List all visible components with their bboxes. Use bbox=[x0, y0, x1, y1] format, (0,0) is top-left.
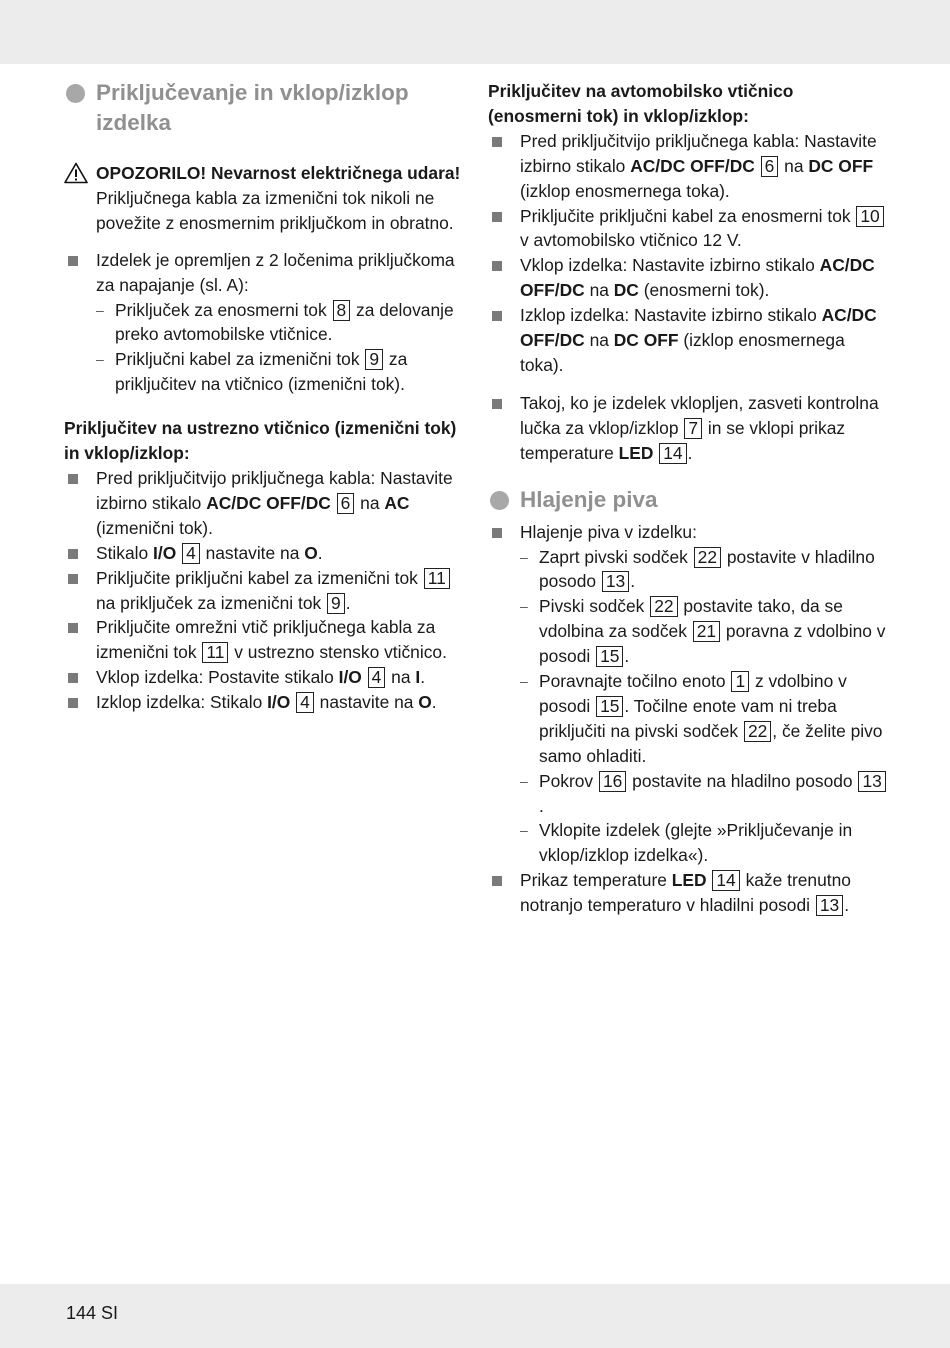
sub-list bbox=[96, 298, 464, 398]
dc-connection-list bbox=[488, 129, 888, 378]
ref-box: 15 bbox=[596, 646, 623, 667]
page-number: 144 SI bbox=[66, 1303, 119, 1323]
intro-list bbox=[64, 248, 464, 397]
section-heading-connection: Priključevanje in vklop/izklop izdelka bbox=[64, 78, 464, 138]
ref-box: 11 bbox=[202, 642, 228, 663]
right-column bbox=[488, 78, 888, 918]
ref-box: 21 bbox=[693, 621, 720, 642]
list-item: Izklop izdelka: Stikalo I/O 4 nastavite na O. bbox=[64, 690, 464, 715]
list-item: – Priključek za enosmerni tok 8 za delovanje preko avtomobilske vtičnice. bbox=[96, 298, 464, 348]
list-item: – Poravnajte točilno enoto 1 z vdolbino v posodi 15 . Točilne enote vam ni treba priključiti na pivski sodček 22 , če želite pivo samo ohladiti. bbox=[520, 669, 888, 769]
ref-box: 14 bbox=[659, 443, 686, 464]
ref-box: 9 bbox=[327, 593, 345, 614]
bullet-circle-icon bbox=[490, 491, 509, 510]
section-heading-cooling: Hlajenje piva bbox=[488, 485, 888, 515]
list-item: Izdelek je opremljen z 2 ločenima priključkoma za napajanje (sl. A): – Priključek za enosmerni tok 8 za delovanje preko avtomobilske vtičnice. – Priključni kabel za izmenični tok 9 za priključitev na vtičnico (izmenični tok). bbox=[64, 248, 464, 397]
ref-box: 22 bbox=[744, 721, 771, 742]
top-band bbox=[0, 0, 950, 64]
ref-box: 6 bbox=[761, 156, 779, 177]
list-item: Priključite omrežni vtič priključnega kabla za izmenični tok 11 v ustrezno stensko vtičnico. bbox=[64, 615, 464, 665]
bullet-circle-icon bbox=[66, 84, 85, 103]
ref-box: 8 bbox=[333, 300, 351, 321]
list-item: Priključite priključni kabel za izmenični tok 11 na priključek za izmenični tok 9 . bbox=[64, 566, 464, 616]
ref-box: 9 bbox=[365, 349, 383, 370]
bottom-band bbox=[0, 1284, 950, 1348]
ref-box: 4 bbox=[296, 692, 314, 713]
ac-connection-list bbox=[64, 466, 464, 715]
list-item: Vklop izdelka: Postavite stikalo I/O 4 na I. bbox=[64, 665, 464, 690]
list-item: Izklop izdelka: Nastavite izbirno stikalo AC/DC OFF/DC na DC OFF (izklop enosmernega toka). bbox=[488, 303, 888, 378]
list-item: – Pivski sodček 22 postavite tako, da se vdolbina za sodček 21 poravna z vdolbino v posodi 15 . bbox=[520, 594, 888, 669]
ref-box: 1 bbox=[731, 671, 749, 692]
ref-box: 15 bbox=[596, 696, 623, 717]
left-column bbox=[64, 78, 464, 715]
ref-box: 16 bbox=[599, 771, 626, 792]
list-item: Prikaz temperature LED 14 kaže trenutno notranjo temperaturo v hladilni posodi 13 . bbox=[488, 868, 888, 918]
ref-box: 11 bbox=[424, 568, 450, 589]
list-item: – Pokrov 16 postavite na hladilno posodo 13. bbox=[520, 769, 888, 819]
ref-box: 13 bbox=[858, 771, 885, 792]
ac-connection-heading: Priključitev na ustrezno vtičnico (izmenični tok) in vklop/izklop: bbox=[64, 418, 457, 464]
list-item: – Zaprt pivski sodček 22 postavite v hladilno posodo 13 . bbox=[520, 545, 888, 595]
ref-box: 13 bbox=[602, 571, 629, 592]
ref-box: 6 bbox=[337, 493, 355, 514]
note-list bbox=[488, 391, 888, 466]
warning-paragraph: OPOZORILO! Nevarnost električnega udara! Priključnega kabla za izmenični tok nikoli ne povežite z enosmernim priključkom in obratno. bbox=[64, 161, 464, 236]
ref-box: 7 bbox=[684, 418, 702, 439]
warning-triangle-icon bbox=[64, 162, 88, 184]
list-item: Pred priključitvijo priključnega kabla: Nastavite izbirno stikalo AC/DC OFF/DC 6 na DC OFF (izklop enosmernega toka). bbox=[488, 129, 888, 204]
ref-box: 14 bbox=[712, 870, 739, 891]
list-item: – Priključni kabel za izmenični tok 9 za priključitev na vtičnico (izmenični tok). bbox=[96, 347, 464, 397]
list-item: Pred priključitvijo priključnega kabla: Nastavite izbirno stikalo AC/DC OFF/DC 6 na AC (izmenični tok). bbox=[64, 466, 464, 541]
ref-box: 13 bbox=[816, 895, 843, 916]
ref-box: 22 bbox=[694, 547, 721, 568]
list-item: Vklop izdelka: Nastavite izbirno stikalo AC/DC OFF/DC na DC (enosmerni tok). bbox=[488, 253, 888, 303]
list-item: Takoj, ko je izdelek vklopljen, zasveti kontrolna lučka za vklop/izklop 7 in se vklopi prikaz temperature LED 14 . bbox=[488, 391, 888, 466]
ref-box: 4 bbox=[368, 667, 386, 688]
dc-connection-heading: Priključitev na avtomobilsko vtičnico (enosmerni tok) in vklop/izklop: bbox=[488, 81, 794, 126]
list-item: Stikalo I/O 4 nastavite na O. bbox=[64, 541, 464, 566]
cooling-list bbox=[488, 520, 888, 919]
sub-list bbox=[520, 545, 888, 869]
ref-box: 4 bbox=[182, 543, 200, 564]
list-item: Priključite priključni kabel za enosmerni tok 10 v avtomobilsko vtičnico 12 V. bbox=[488, 204, 888, 254]
ref-box: 22 bbox=[650, 596, 677, 617]
ref-box: 10 bbox=[856, 206, 883, 227]
list-item: – Vklopite izdelek (glejte »Priključevanje in vklop/izklop izdelka«). bbox=[520, 818, 888, 868]
list-item: Hlajenje piva v izdelku: – Zaprt pivski sodček 22 postavite v hladilno posodo 13 . – Pivski sodček 22 postavite tako, da se vdolbina za sodček 21 poravna z vdolbino v posodi 15 . – Poravnajte točilno enoto 1 z vdolbino v posodi 15 . Točilne enote vam ni treba priključiti na pivski sodček 22 , če želite pivo samo ohladiti. – Pokrov 16 postavite na hladilno posodo 13. – Vklopite izdelek (glejte »Priključevanje in vklop/izklop izdelka«). bbox=[488, 520, 888, 869]
